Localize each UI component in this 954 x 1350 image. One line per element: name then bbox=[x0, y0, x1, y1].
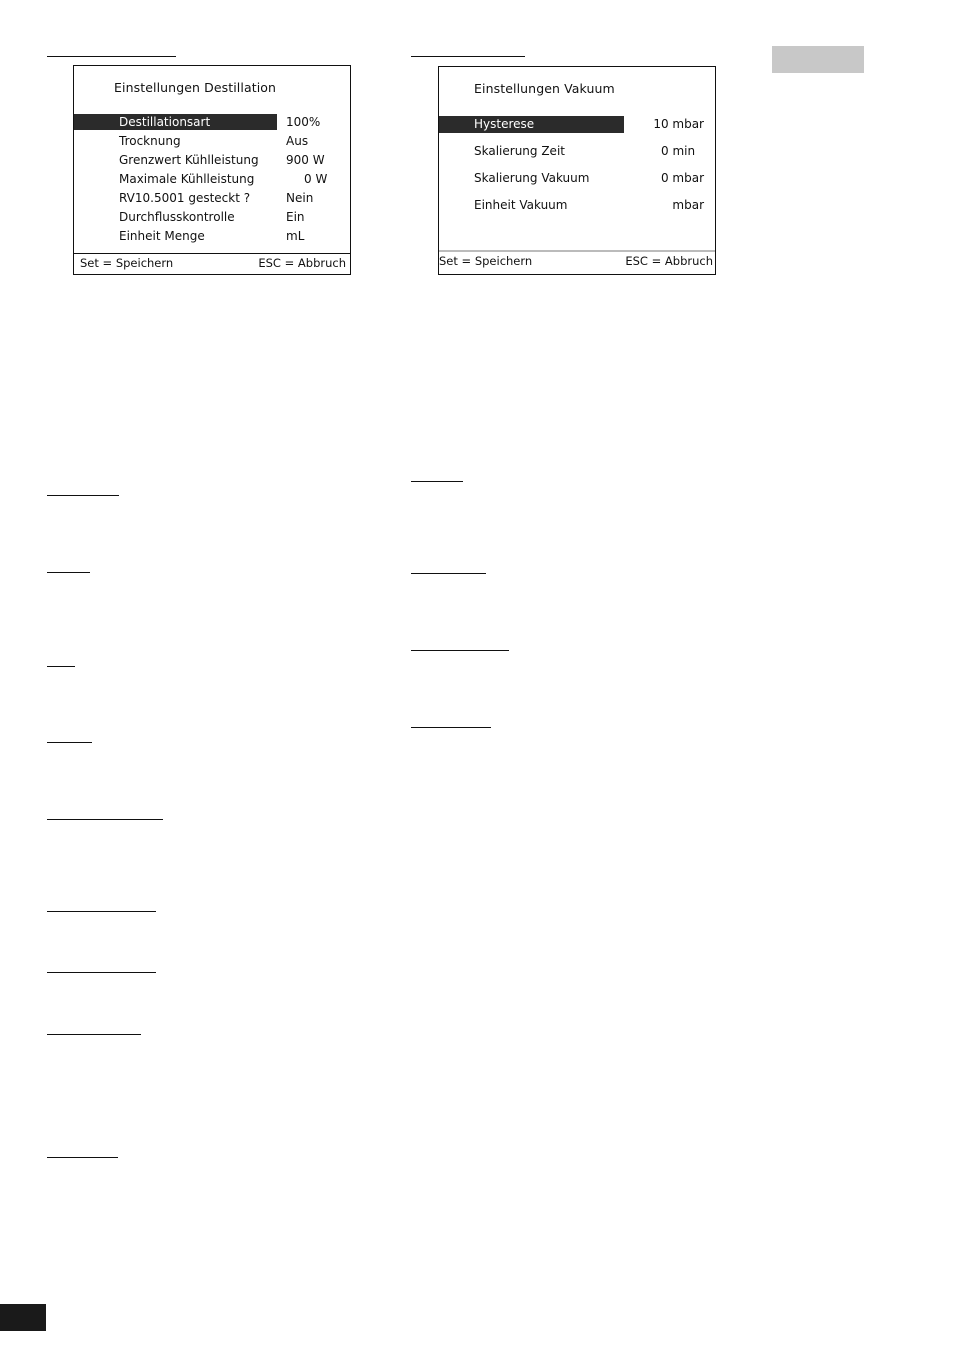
section-rule bbox=[411, 727, 491, 728]
screen-title: Einstellungen Vakuum bbox=[474, 81, 615, 96]
section-rule bbox=[47, 911, 156, 912]
menu-item-label: Einheit Vakuum bbox=[474, 198, 568, 212]
menu-item-label: Skalierung Vakuum bbox=[474, 171, 590, 185]
menu-item-label: Durchflusskontrolle bbox=[119, 210, 235, 224]
menu-item-label: RV10.5001 gesteckt ? bbox=[119, 191, 251, 205]
menu-item-label: Grenzwert Kühlleistung bbox=[119, 153, 259, 167]
cancel-hint: ESC = Abbruch bbox=[258, 256, 346, 270]
menu-item-hysterese[interactable] bbox=[439, 115, 715, 134]
menu-item-value: 0 min bbox=[661, 144, 696, 158]
section-rule bbox=[47, 1034, 141, 1035]
menu-item-value: Aus bbox=[286, 134, 309, 148]
section-rule bbox=[47, 742, 92, 743]
screen-title: Einstellungen Destillation bbox=[114, 80, 277, 95]
menu-item-value: 0 mbar bbox=[660, 171, 704, 185]
menu-item-maximale-kuehlleistung[interactable] bbox=[74, 170, 350, 189]
menu-item-rv10-gesteckt[interactable] bbox=[74, 189, 350, 208]
menu-item-value: mL bbox=[286, 229, 305, 243]
page-tab bbox=[0, 1304, 46, 1331]
menu-item-label: Trocknung bbox=[119, 134, 181, 148]
save-hint: Set = Speichern bbox=[439, 254, 533, 268]
menu-item-label: Einheit Menge bbox=[119, 229, 205, 243]
section-rule bbox=[47, 666, 75, 667]
section-rule bbox=[411, 573, 486, 574]
menu-item-value: 0 W bbox=[304, 172, 328, 186]
menu-item-label: Destillationsart bbox=[119, 115, 211, 129]
menu-item-value: Nein bbox=[286, 191, 314, 205]
menu-item-label: Hysterese bbox=[474, 117, 535, 131]
section-rule bbox=[411, 481, 463, 482]
section-rule bbox=[47, 819, 163, 820]
vakuum-settings-screen bbox=[438, 66, 716, 275]
screen-footer bbox=[74, 253, 350, 274]
menu-item-durchflusskontrolle[interactable] bbox=[74, 208, 350, 227]
section-rule bbox=[411, 650, 509, 651]
section-rule bbox=[47, 972, 156, 973]
menu-item-value: 900 W bbox=[286, 153, 325, 167]
save-hint: Set = Speichern bbox=[80, 256, 174, 270]
screen-footer bbox=[439, 250, 715, 274]
menu-item-label: Maximale Kühlleistung bbox=[119, 172, 255, 186]
menu-item-value: Ein bbox=[286, 210, 305, 224]
destillation-settings-screen bbox=[73, 65, 351, 275]
section-rule bbox=[47, 1157, 118, 1158]
menu-item-label: Skalierung Zeit bbox=[474, 144, 565, 158]
menu-item-einheit-menge[interactable] bbox=[74, 227, 350, 246]
section-rule bbox=[47, 572, 90, 573]
menu-item-skalierung-zeit[interactable] bbox=[439, 142, 715, 161]
menu-item-einheit-vakuum[interactable] bbox=[439, 196, 715, 215]
menu-item-grenzwert-kuehlleistung[interactable] bbox=[74, 151, 350, 170]
section-rule bbox=[411, 56, 525, 57]
menu-item-value: 100% bbox=[286, 115, 321, 129]
menu-item-skalierung-vakuum[interactable] bbox=[439, 169, 715, 188]
menu-item-value: mbar bbox=[672, 198, 704, 212]
menu-item-value: 10 mbar bbox=[653, 117, 704, 131]
menu-item-trocknung[interactable] bbox=[74, 132, 350, 151]
section-rule bbox=[47, 495, 119, 496]
menu-item-destillationsart[interactable] bbox=[74, 113, 350, 132]
section-rule bbox=[47, 56, 176, 57]
cancel-hint: ESC = Abbruch bbox=[625, 254, 713, 268]
chapter-tab bbox=[772, 46, 864, 73]
